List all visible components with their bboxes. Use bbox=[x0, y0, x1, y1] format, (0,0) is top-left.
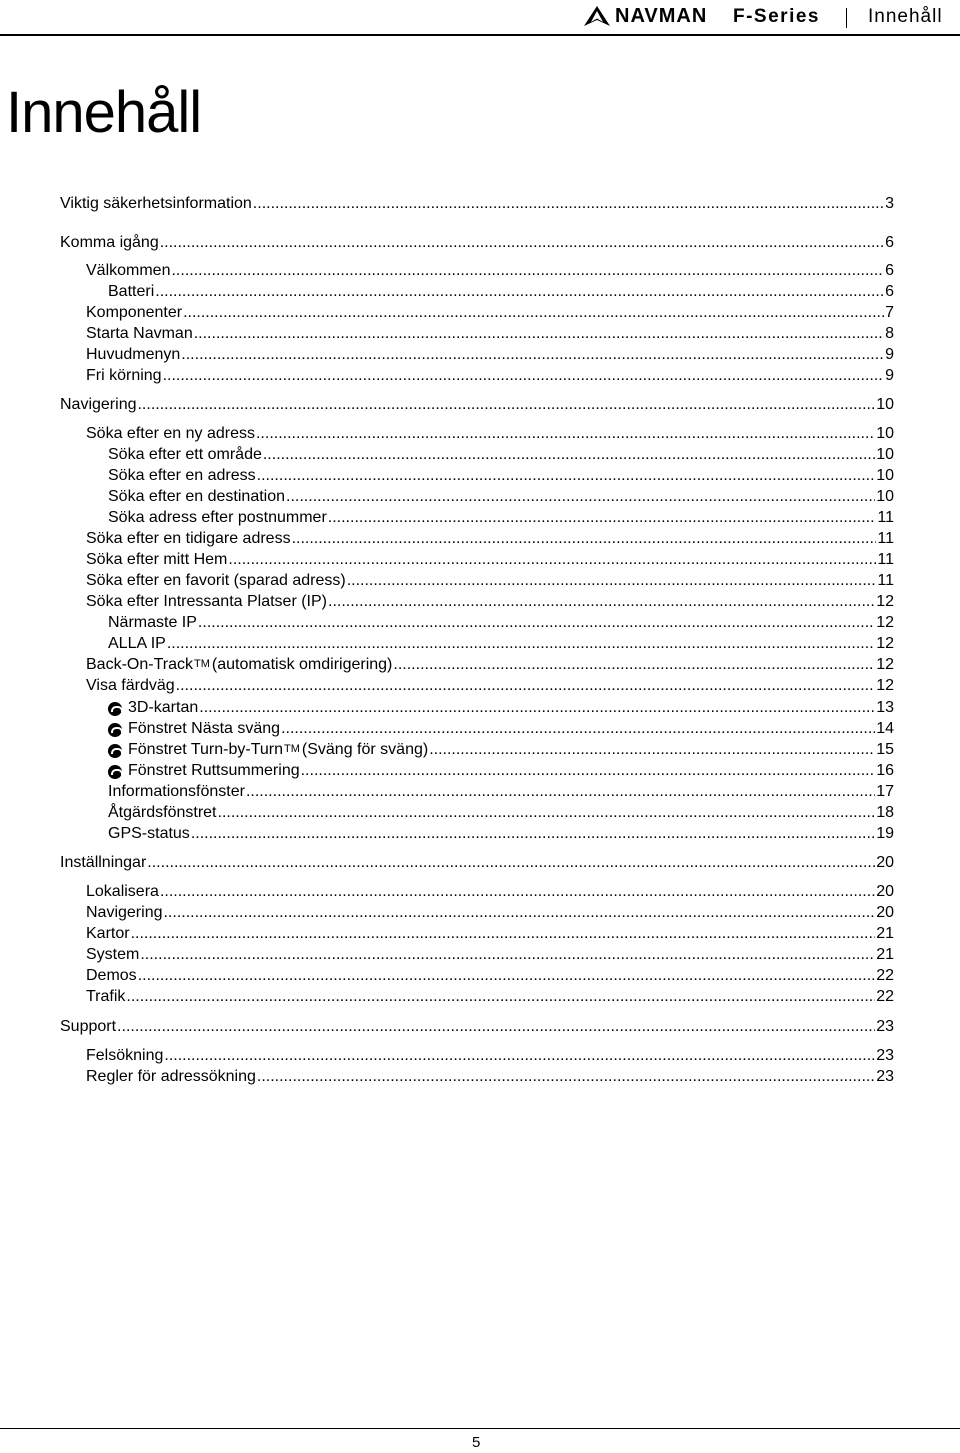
toc-entry-text: Lokalisera bbox=[86, 883, 159, 900]
toc-page-number: 12 bbox=[876, 677, 894, 694]
toc-entry-label bbox=[86, 655, 392, 674]
toc-entry-label bbox=[86, 424, 255, 443]
dot-leader bbox=[228, 550, 876, 569]
toc-entry-text: Söka adress efter postnummer bbox=[108, 509, 327, 526]
toc-page-number: 11 bbox=[877, 530, 894, 547]
round-bullet-icon bbox=[108, 744, 122, 758]
toc-page-number: 10 bbox=[876, 425, 894, 442]
toc-entry-label bbox=[108, 282, 154, 301]
toc-page-number: 18 bbox=[876, 804, 894, 821]
dot-leader bbox=[194, 324, 884, 343]
toc-entry[interactable] bbox=[86, 1044, 894, 1065]
toc-entry[interactable] bbox=[108, 632, 894, 653]
toc-entry[interactable] bbox=[86, 343, 894, 364]
toc-entry[interactable] bbox=[86, 985, 894, 1006]
toc-entry[interactable] bbox=[60, 1015, 894, 1036]
toc-page-number: 23 bbox=[876, 1047, 894, 1064]
toc-entry-text: Inställningar bbox=[60, 854, 147, 871]
toc-entry[interactable] bbox=[108, 759, 894, 780]
toc-entry[interactable] bbox=[86, 322, 894, 343]
brand-name: NAVMAN bbox=[615, 4, 708, 27]
toc-page-number: 12 bbox=[876, 656, 894, 673]
toc-entry-label bbox=[86, 571, 346, 590]
toc-page-number: 10 bbox=[876, 446, 894, 463]
dot-leader bbox=[164, 1046, 875, 1065]
footer-rule bbox=[0, 1428, 960, 1429]
toc-entry-label bbox=[108, 761, 300, 780]
toc-page-number: 10 bbox=[876, 467, 894, 484]
product-series: F-Series bbox=[733, 6, 820, 27]
toc-entry-text: Söka efter ett område bbox=[108, 446, 262, 463]
dot-leader bbox=[328, 592, 875, 611]
toc-page-number: 14 bbox=[876, 720, 894, 737]
toc-page-number: 20 bbox=[876, 854, 894, 871]
toc-entry-text: Viktig säkerhetsinformation bbox=[60, 195, 252, 212]
toc-page-number: 23 bbox=[876, 1018, 894, 1035]
toc-page-number: 20 bbox=[876, 904, 894, 921]
toc-entry[interactable] bbox=[108, 506, 894, 527]
page-number: 5 bbox=[472, 1434, 481, 1451]
toc-entry-label bbox=[108, 634, 166, 653]
round-bullet-icon bbox=[108, 723, 122, 737]
toc-entry-label bbox=[86, 987, 125, 1006]
toc-entry[interactable] bbox=[86, 301, 894, 322]
toc-entry-text: Välkommen bbox=[86, 262, 171, 279]
toc-entry[interactable] bbox=[108, 696, 894, 717]
toc-entry-text: Navigering bbox=[60, 396, 137, 413]
dot-leader bbox=[131, 924, 876, 943]
toc-entry-label bbox=[108, 487, 285, 506]
toc-entry[interactable] bbox=[108, 464, 894, 485]
toc-entry-label bbox=[108, 803, 217, 822]
dot-leader bbox=[263, 445, 875, 464]
toc-entry-text: Demos bbox=[86, 967, 137, 984]
dot-leader bbox=[301, 761, 876, 780]
toc-entry-text: Huvudmenyn bbox=[86, 346, 181, 363]
dot-leader bbox=[292, 529, 877, 548]
toc-entry[interactable] bbox=[86, 922, 894, 943]
toc-entry-text: Felsökning bbox=[86, 1047, 164, 1064]
toc-entry-label bbox=[108, 613, 197, 632]
toc-page-number: 9 bbox=[885, 367, 894, 384]
toc-entry-label bbox=[86, 676, 175, 695]
toc-entry[interactable] bbox=[86, 527, 894, 548]
toc-entry-text: Informationsfönster bbox=[108, 783, 245, 800]
toc-entry-text: Söka efter en favorit (sparad adress) bbox=[86, 572, 346, 589]
dot-leader bbox=[181, 345, 884, 364]
toc-page-number: 10 bbox=[876, 488, 894, 505]
toc-page-number: 6 bbox=[885, 283, 894, 300]
toc-entry-text: Fönstret Turn-by-Turn bbox=[128, 741, 284, 758]
toc-entry-label bbox=[60, 233, 159, 252]
dot-leader bbox=[286, 487, 875, 506]
toc-entry[interactable] bbox=[108, 717, 894, 738]
round-bullet-icon bbox=[108, 702, 122, 716]
toc-entry-label bbox=[108, 698, 198, 717]
toc-entry-label bbox=[86, 550, 227, 569]
toc-entry-text: Regler för adressökning bbox=[86, 1068, 256, 1085]
dot-leader bbox=[117, 1017, 875, 1036]
toc-entry-label bbox=[86, 924, 130, 943]
dot-leader bbox=[176, 676, 876, 695]
toc-entry[interactable] bbox=[86, 422, 894, 443]
toc-entry-text: Trafik bbox=[86, 988, 126, 1005]
toc-entry-text: Fönstret Nästa sväng bbox=[128, 720, 281, 737]
toc-entry-text: 3D-kartan bbox=[128, 699, 199, 716]
dot-leader bbox=[147, 853, 875, 872]
toc-entry-text: Söka efter en tidigare adress bbox=[86, 530, 291, 547]
toc-entry[interactable] bbox=[108, 485, 894, 506]
toc-page-number: 19 bbox=[876, 825, 894, 842]
toc-entry-label bbox=[86, 261, 170, 280]
toc-entry[interactable] bbox=[86, 943, 894, 964]
toc-entry[interactable] bbox=[86, 569, 894, 590]
toc-page-number: 22 bbox=[876, 988, 894, 1005]
toc-entry-label bbox=[108, 824, 190, 843]
toc-entry-suffix: (Sväng för sväng) bbox=[301, 741, 429, 758]
toc-entry-text: ALLA IP bbox=[108, 635, 166, 652]
toc-entry-label bbox=[86, 1067, 256, 1086]
toc-entry-text: Söka efter Intressanta Platser (IP) bbox=[86, 593, 327, 610]
dot-leader bbox=[199, 698, 875, 717]
toc-entry-text: Söka efter en ny adress bbox=[86, 425, 255, 442]
dot-leader bbox=[140, 945, 875, 964]
toc-entry-label bbox=[86, 345, 180, 364]
toc-entry[interactable] bbox=[60, 192, 894, 213]
toc-entry-text: Komponenter bbox=[86, 304, 183, 321]
toc-entry[interactable] bbox=[108, 822, 894, 843]
toc-entry[interactable] bbox=[108, 801, 894, 822]
toc-entry-label bbox=[86, 303, 182, 322]
toc-page-number: 6 bbox=[885, 234, 894, 251]
toc-page-number: 13 bbox=[876, 699, 894, 716]
toc-entry[interactable] bbox=[108, 443, 894, 464]
dot-leader bbox=[171, 261, 884, 280]
toc-page-number: 21 bbox=[876, 925, 894, 942]
dot-leader bbox=[281, 719, 875, 738]
page-title: Innehåll bbox=[6, 80, 202, 145]
trademark-superscript: TM bbox=[193, 658, 210, 670]
dot-leader bbox=[183, 303, 884, 322]
toc-page-number: 23 bbox=[876, 1068, 894, 1085]
toc-page-number: 20 bbox=[876, 883, 894, 900]
toc-page-number: 17 bbox=[876, 783, 894, 800]
toc-page-number: 10 bbox=[876, 396, 894, 413]
toc-entry-label bbox=[108, 508, 327, 527]
toc-page-number: 7 bbox=[885, 304, 894, 321]
dot-leader bbox=[256, 424, 875, 443]
toc-entry-text: Fri körning bbox=[86, 367, 162, 384]
toc-entry[interactable] bbox=[86, 674, 894, 695]
toc-page-number: 16 bbox=[876, 762, 894, 779]
dot-leader bbox=[198, 613, 875, 632]
header-section-title: Innehåll bbox=[868, 6, 943, 27]
toc-page-number: 12 bbox=[876, 593, 894, 610]
toc-entry-text: Kartor bbox=[86, 925, 130, 942]
toc-page-number: 12 bbox=[876, 635, 894, 652]
toc-page-number: 11 bbox=[877, 572, 894, 589]
toc-entry[interactable] bbox=[86, 653, 894, 674]
dot-leader bbox=[163, 903, 875, 922]
toc-entry[interactable] bbox=[108, 780, 894, 801]
toc-page-number: 8 bbox=[885, 325, 894, 342]
toc-entry-label bbox=[86, 882, 159, 901]
toc-entry[interactable] bbox=[60, 851, 894, 872]
dot-leader bbox=[163, 366, 885, 385]
toc-page-number: 11 bbox=[877, 509, 894, 526]
toc-entry[interactable] bbox=[86, 964, 894, 985]
toc-entry-label bbox=[86, 324, 193, 343]
toc-entry-label bbox=[86, 1046, 163, 1065]
toc-entry[interactable] bbox=[86, 590, 894, 611]
toc-page-number: 22 bbox=[876, 967, 894, 984]
toc-entry-label bbox=[108, 445, 262, 464]
toc-entry[interactable] bbox=[86, 364, 894, 385]
toc-entry[interactable] bbox=[60, 393, 894, 414]
toc-entry-label bbox=[60, 853, 146, 872]
toc-entry-text: Back-On-Track bbox=[86, 656, 193, 673]
toc-entry-label bbox=[108, 466, 256, 485]
toc-page-number: 11 bbox=[877, 551, 894, 568]
toc-entry-suffix: (automatisk omdirigering) bbox=[211, 656, 393, 673]
dot-leader bbox=[218, 803, 876, 822]
toc-entry-text: Söka efter mitt Hem bbox=[86, 551, 228, 568]
trademark-superscript: TM bbox=[284, 743, 300, 755]
toc-entry-label bbox=[108, 782, 245, 801]
toc-entry[interactable] bbox=[86, 548, 894, 569]
toc-entry[interactable] bbox=[60, 231, 894, 252]
toc-entry-label bbox=[60, 395, 136, 414]
toc-entry-text: Åtgärdsfönstret bbox=[108, 804, 217, 821]
toc-page-number: 21 bbox=[876, 946, 894, 963]
toc-entry-text: Fönstret Ruttsummering bbox=[128, 762, 300, 779]
dot-leader bbox=[160, 882, 875, 901]
toc-entry[interactable] bbox=[108, 611, 894, 632]
dot-leader bbox=[257, 466, 876, 485]
dot-leader bbox=[393, 655, 875, 674]
dot-leader bbox=[160, 233, 884, 252]
dot-leader bbox=[429, 740, 875, 759]
toc-entry-label bbox=[86, 529, 291, 548]
dot-leader bbox=[347, 571, 877, 590]
toc-entry-text: Söka efter en adress bbox=[108, 467, 256, 484]
dot-leader bbox=[138, 966, 876, 985]
toc-page-number: 9 bbox=[885, 346, 894, 363]
toc-page-number: 3 bbox=[885, 195, 894, 212]
toc-entry-text: Komma igång bbox=[60, 234, 159, 251]
round-bullet-icon bbox=[108, 765, 122, 779]
toc-entry-label bbox=[108, 719, 280, 738]
toc-entry[interactable] bbox=[86, 901, 894, 922]
toc-entry-text: Söka efter en destination bbox=[108, 488, 286, 505]
toc-entry-label bbox=[86, 903, 162, 922]
toc-entry-label bbox=[60, 1017, 116, 1036]
toc-entry-text: Visa färdväg bbox=[86, 677, 175, 694]
toc-page-number: 6 bbox=[885, 262, 894, 279]
toc-entry-label bbox=[60, 194, 252, 213]
dot-leader bbox=[167, 634, 875, 653]
toc-entry-label bbox=[86, 366, 162, 385]
dot-leader bbox=[328, 508, 877, 527]
toc-page-number: 12 bbox=[876, 614, 894, 631]
toc-entry[interactable] bbox=[86, 1065, 894, 1086]
toc-entry-text: Batteri bbox=[108, 283, 155, 300]
dot-leader bbox=[126, 987, 875, 1006]
toc-entry-label bbox=[86, 966, 137, 985]
toc-entry[interactable] bbox=[86, 259, 894, 280]
dot-leader bbox=[191, 824, 875, 843]
toc-entry-text: Närmaste IP bbox=[108, 614, 197, 631]
toc-entry-text: Starta Navman bbox=[86, 325, 193, 342]
dot-leader bbox=[246, 782, 875, 801]
toc-entry[interactable] bbox=[108, 738, 894, 759]
toc-entry-text: System bbox=[86, 946, 140, 963]
toc-entry-label bbox=[86, 945, 139, 964]
toc-entry-text: GPS-status bbox=[108, 825, 190, 842]
dot-leader bbox=[257, 1067, 875, 1086]
toc-entry[interactable] bbox=[86, 880, 894, 901]
dot-leader bbox=[253, 194, 884, 213]
dot-leader bbox=[155, 282, 884, 301]
dot-leader bbox=[137, 395, 875, 414]
toc-entry-text: Navigering bbox=[86, 904, 163, 921]
toc-page-number: 15 bbox=[876, 741, 894, 758]
toc-entry-text: Support bbox=[60, 1018, 117, 1035]
toc-entry[interactable] bbox=[108, 280, 894, 301]
toc-entry-label bbox=[108, 740, 428, 759]
toc-entry-label bbox=[86, 592, 327, 611]
